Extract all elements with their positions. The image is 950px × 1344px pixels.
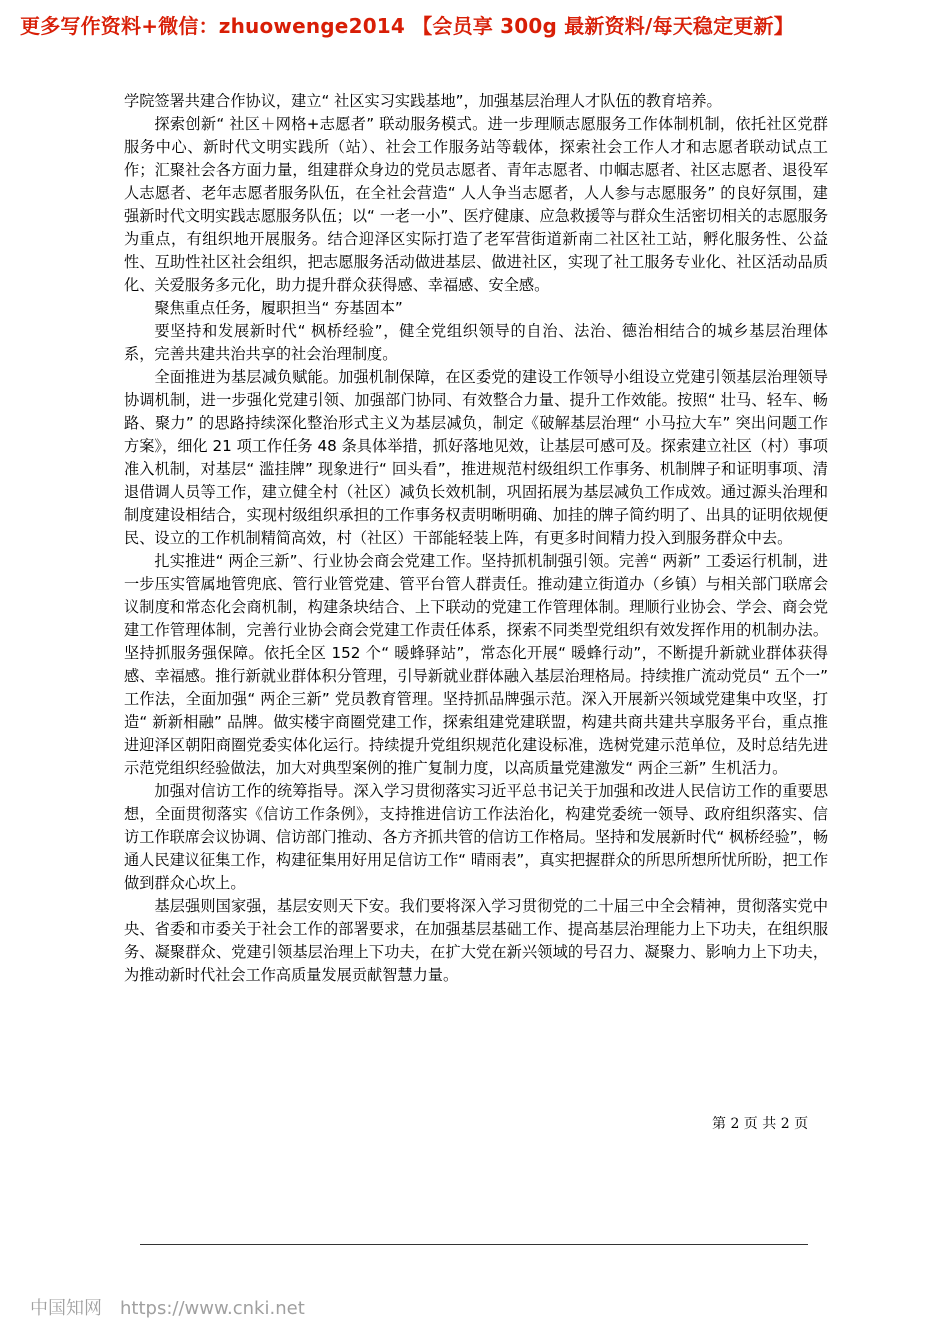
- document-body: [124, 90, 828, 987]
- paragraph-party-building: 扎实推进“ 两企三新”、行业协会商会党建工作。坚持抓机制强引领。完善“ 两新” 工委运行机制，进一步压实管属地管兜底、管行业管党建、管平台管人群责任。推动建立街道办（乡镇）与相关部门联席会议制度和常态化会商机制，构建条块结合、上下联动的党建工作管理体制。理顺行业协会、学会、商会党建工作管理体制，完善行业协会商会党建工作责任体系，探索不同类型党组织有效发挥作用的机制办法。坚持抓服务强保障。依托全区 152 个“ 暖蜂驿站”，常态化开展“ 暖蜂行动”，不断提升新就业群体获得感、幸福感。推行新就业群体积分管理，引导新就业群体融入基层治理格局。持续推广流动党员“ 五个一” 工作法，全面加强“ 两企三新” 党员教育管理。坚持抓品牌强示范。深入开展新兴领域党建集中攻坚，打造“ 新新相融” 品牌。做实楼宇商圈党建工作，探索组建党建联盟，构建共商共建共享服务平台，重点推进迎泽区朝阳商圈党委实体化运行。持续提升党组织规范化建设标准，选树党建示范单位，及时总结先进示范党组织经验做法，加大对典型案例的推广复制力度，以高质量党建激发“ 两企三新” 生机活力。: [124, 552, 829, 777]
- paragraph-conclusion: 基层强则国家强，基层安则天下安。我们要将深入学习贯彻党的二十届三中全会精神，贯彻落实党中央、省委和市委关于社会工作的部署要求，在加强基层基础工作、提高基层治理能力上下功夫，在组织服务、凝聚群众、党建引领基层治理上下功夫，在扩大党在新兴领域的号召力、凝聚力、影响力上下功夫，为推动新时代社会工作高质量发展贡献智慧力量。: [124, 897, 828, 984]
- paragraph-fengqiao-experience: 要坚持和发展新时代“ 枫桥经验”，健全党组织领导的自治、法治、德治相结合的城乡基层治理体系，完善共建共治共享的社会治理制度。: [124, 322, 828, 363]
- paragraph-petition-work: 加强对信访工作的统筹指导。深入学习贯彻落实习近平总书记关于加强和改进人民信访工作的重要思想，全面贯彻落实《信访工作条例》，支持推进信访工作法治化，构建党委统一领导、政府组织落实、信访工作联席会议协调、信访部门推动、各方齐抓共管的信访工作格局。坚持和发展新时代“ 枫桥经验”，畅通人民建议征集工作，构建征集用好用足信访工作“ 晴雨表”，真实把握群众的所思所想所忧所盼，把工作做到群众心坎上。: [124, 782, 829, 892]
- section-heading: 聚焦重点任务，履职担当“ 夯基固本”: [154, 299, 403, 317]
- footer-divider: [140, 1244, 808, 1245]
- page-number: 第 2 页 共 2 页: [712, 1116, 809, 1132]
- paragraph-volunteer-service: 探索创新“ 社区＋网格+志愿者” 联动服务模式。进一步理顺志愿服务工作体制机制，依托社区党群服务中心、新时代文明实践所（站）、社会工作服务站等载体，探索社会工作人才和志愿者联动试点工作；汇聚社会各方面力量，组建群众身边的党员志愿者、青年志愿者、巾帼志愿者、社区志愿者、退役军人志愿者、老年志愿者服务队伍，在全社会营造“ 人人争当志愿者，人人参与志愿服务” 的良好氛围，建强新时代文明实践志愿服务队伍；以“ 一老一小”、医疗健康、应急救援等与群众生活密切相关的志愿服务为重点，有组织地开展服务。结合迎泽区实际打造了老军营街道新南二社区社工站，孵化服务性、公益性、互助性社区社会组织，把志愿服务活动做进基层、做进社区，实现了社工服务专业化、社区活动品质化、关爱服务多元化，助力提升群众获得感、幸福感、安全感。: [124, 115, 829, 294]
- paragraph-burden-reduction: 全面推进为基层减负赋能。加强机制保障，在区委党的建设工作领导小组设立党建引领基层治理领导协调机制，进一步强化党建引领、加强部门协同、有效整合力量、提升工作效能。按照“ 壮马、轻车、畅路、聚力” 的思路持续深化整治形式主义为基层减负，制定《破解基层治理“ 小马拉大车” 突出问题工作方案》，细化 21 项工作任务 48 条具体举措，抓好落地见效，让基层可感可及。探索建立社区（村）事项准入机制，对基层“ 滥挂牌” 现象进行“ 回头看”，推进规范村级组织工作事务、机制牌子和证明事项、清退借调人员等工作，建立健全村（社区）减负长效机制，巩固拓展为基层减负工作成效。通过源头治理和制度建设相结合，实现村级组织承担的工作事务权责明晰明确、加挂的牌子简约明了、出具的证明依规便民、设立的工作机制精简高效，村（社区）干部能轻装上阵，有更多时间精力投入到服务群众中去。: [124, 368, 828, 547]
- cnki-watermark: [30, 1294, 305, 1320]
- watermark-site-name: 中国知网: [30, 1298, 102, 1319]
- promo-banner: 更多写作资料+微信：zhuowenge2014 【会员享 300g 最新资料/每天稳定更新】: [20, 14, 794, 38]
- paragraph-continuation: 学院签署共建合作协议，建立“ 社区实习实践基地”，加强基层治理人才队伍的教育培养。: [124, 92, 722, 110]
- watermark-url: https://www.cnki.net: [120, 1298, 305, 1319]
